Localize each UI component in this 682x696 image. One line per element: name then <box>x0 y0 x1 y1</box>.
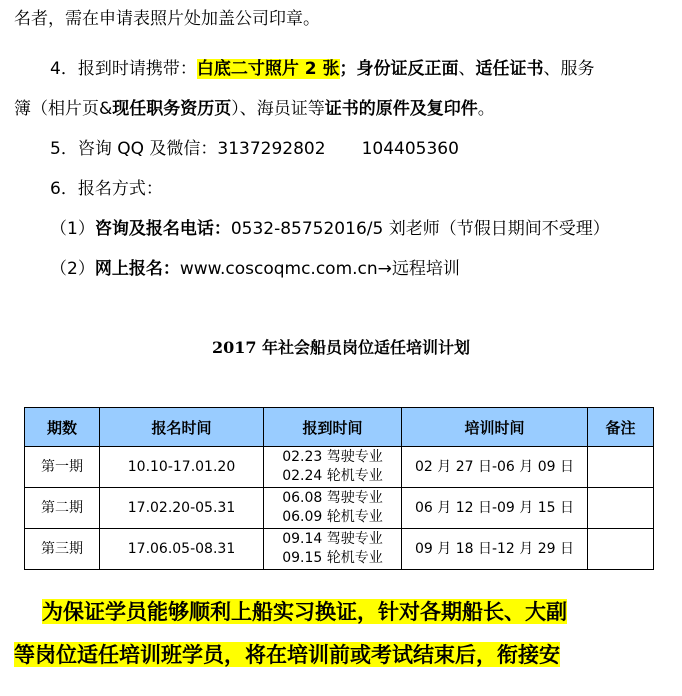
report-cell: 09.14 驾驶专业 09.15 轮机专业 <box>264 529 402 570</box>
item-5-contact: 5．咨询 QQ 及微信：3137292802 104405360 <box>50 139 459 159</box>
period-cell: 第一期 <box>25 447 100 488</box>
table-row <box>25 447 654 488</box>
remark-cell <box>588 529 654 570</box>
signup-cell: 17.02.20-05.31 <box>100 488 264 529</box>
schedule-title: 2017 年社会船员岗位适任培训计划 <box>211 338 471 357</box>
table-header-row <box>25 408 654 447</box>
item-6-heading: 6．报名方式： <box>50 179 163 199</box>
photo-requirement-highlight: 白底二寸照片 2 张 <box>196 59 340 79</box>
signup-cell: 17.06.05-08.31 <box>100 529 264 570</box>
signup-cell: 10.10-17.01.20 <box>100 447 264 488</box>
training-cell: 02 月 27 日-06 月 09 日 <box>402 447 588 488</box>
website-link[interactable]: www.coscoqmc.com.cn→远程培训 <box>179 259 460 279</box>
notice-line-1: 为保证学员能够顺利上船实习换证，针对各期船长、大副 <box>42 599 567 624</box>
remark-cell <box>588 447 654 488</box>
training-cell: 09 月 18 日-12 月 29 日 <box>402 529 588 570</box>
report-cell: 06.08 驾驶专业 06.09 轮机专业 <box>264 488 402 529</box>
paragraph-line: 名者，需在申请表照片处加盖公司印章。 <box>14 9 320 29</box>
period-cell: 第三期 <box>25 529 100 570</box>
signup-method-online: （2）网上报名：www.coscoqmc.com.cn→远程培训 <box>50 259 460 279</box>
qq-number: 3137292802 <box>217 139 326 159</box>
table-row <box>25 488 654 529</box>
report-cell: 02.23 驾驶专业 02.24 轮机专业 <box>264 447 402 488</box>
notice-line-2: 等岗位适任培训班学员，将在培训前或考试结束后，衔接安 <box>14 642 560 667</box>
training-schedule-table <box>24 407 654 570</box>
period-cell: 第二期 <box>25 488 100 529</box>
header-signup-time: 报名时间 <box>100 408 264 447</box>
item-4-line-2: 簿（相片页&现任职务资历页）、海员证等证书的原件及复印件。 <box>14 99 495 119</box>
header-remark: 备注 <box>588 408 654 447</box>
header-training-time: 培训时间 <box>402 408 588 447</box>
training-cell: 06 月 12 日-09 月 15 日 <box>402 488 588 529</box>
wechat-number: 104405360 <box>361 139 459 159</box>
table-row <box>25 529 654 570</box>
remark-cell <box>588 488 654 529</box>
header-period: 期数 <box>25 408 100 447</box>
item-4-line-1: 4．报到时请携带：白底二寸照片 2 张；身份证反正面、适任证书、服务 <box>50 59 595 79</box>
signup-method-phone: （1）咨询及报名电话：0532-85752016/5 刘老师（节假日期间不受理） <box>50 219 610 239</box>
header-report-time: 报到时间 <box>264 408 402 447</box>
